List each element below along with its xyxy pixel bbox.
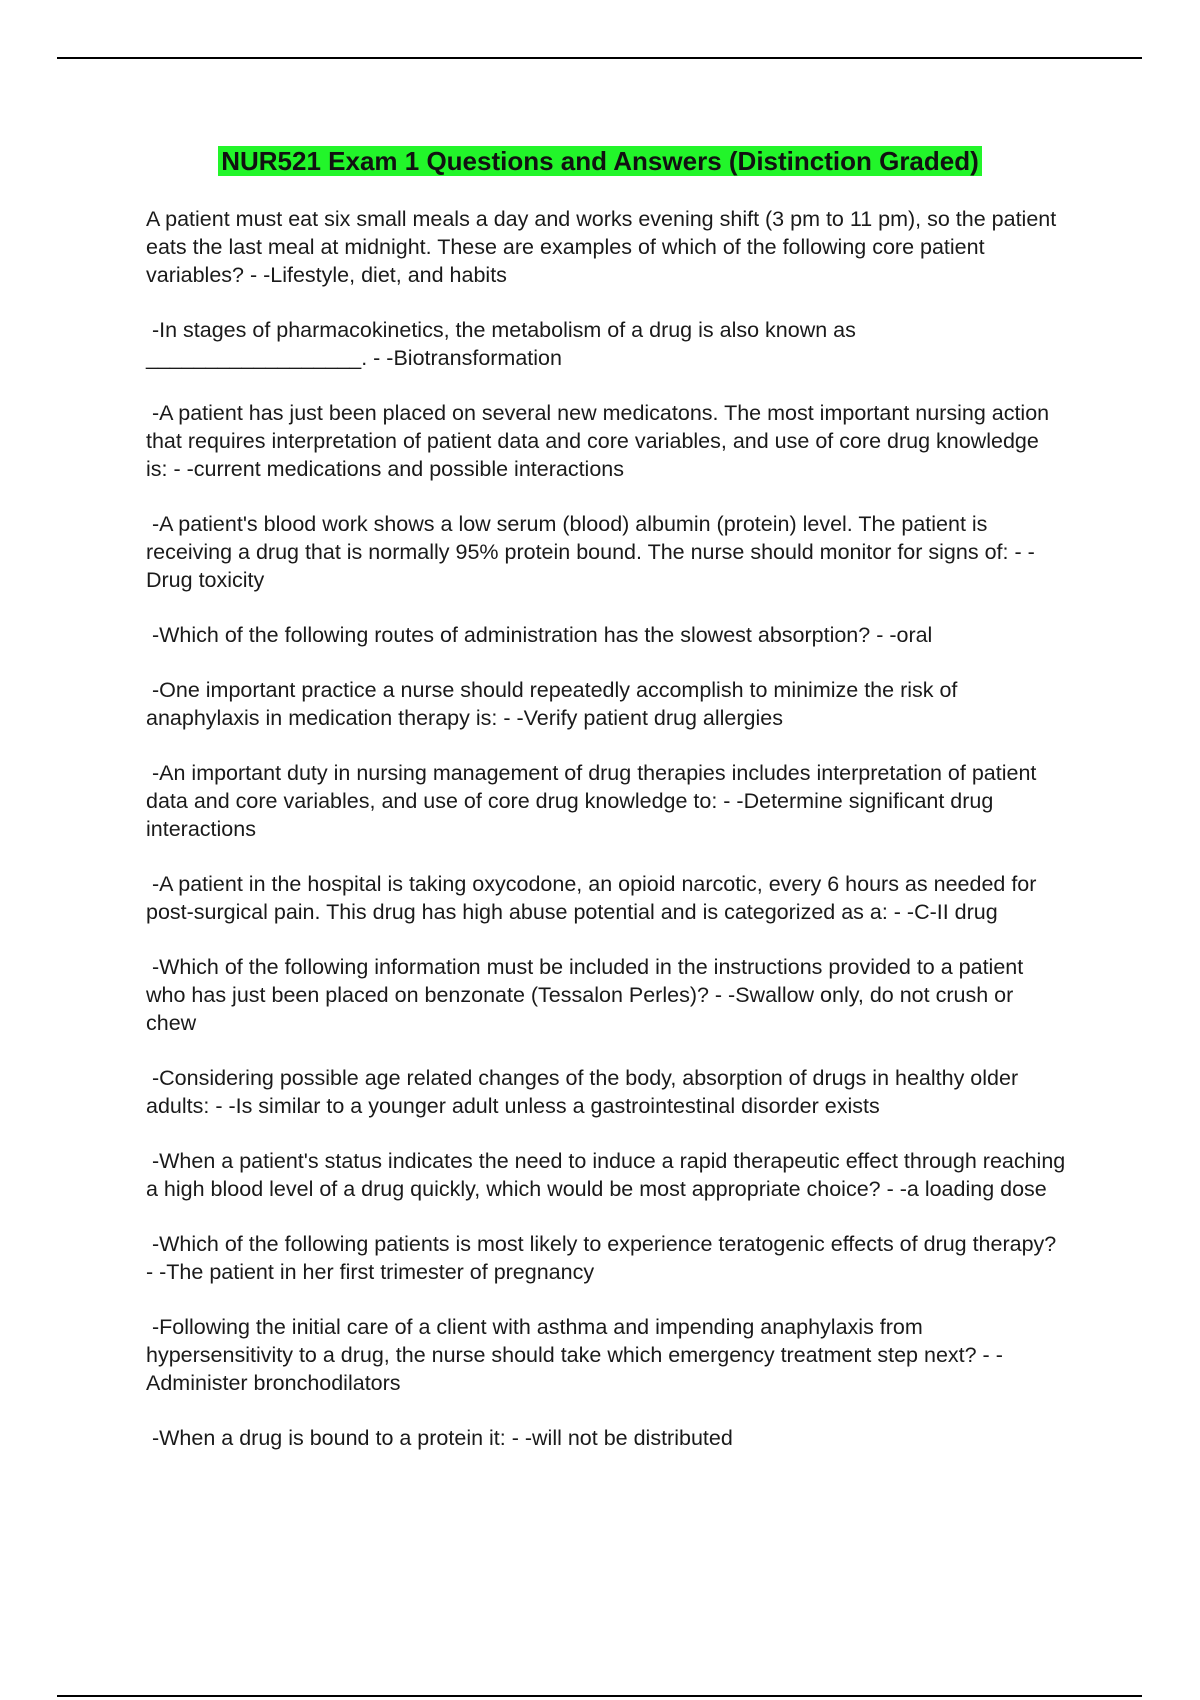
qa-item-7: -An important duty in nursing management of drug therapies includes interpretation of patient data and core variables, and use of core drug knowledge to: - -Determine significant drug interactions <box>146 761 1043 841</box>
qa-item-5: -Which of the following routes of administration has the slowest absorption? - -oral <box>146 623 933 647</box>
header-rule <box>57 57 1142 59</box>
qa-item-11: -When a patient's status indicates the need to induce a rapid therapeutic effect through reaching a high blood level of a drug quickly, which would be most appropriate choice? - -a loading dose <box>146 1149 1072 1201</box>
qa-item-2: -In stages of pharmacokinetics, the metabolism of a drug is also known as __________________. - -Biotransformation <box>146 318 862 370</box>
qa-item-12: -Which of the following patients is most likely to experience teratogenic effects of drug therapy? - -The patient in her first trimester of pregnancy <box>146 1232 1063 1284</box>
qa-item-1: A patient must eat six small meals a day and works evening shift (3 pm to 11 pm), so the patient eats the last meal at midnight. These are examples of which of the following core patient variables? - -Lifestyle, diet, and habits <box>146 207 1063 287</box>
qa-item-13: -Following the initial care of a client with asthma and impending anaphylaxis from hypersensitivity to a drug, the nurse should take which emergency treatment step next? - -Administer bronchodilators <box>146 1315 1003 1395</box>
page-title <box>0 146 1200 176</box>
page-title-text: NUR521 Exam 1 Questions and Answers (Distinction Graded) <box>218 146 982 176</box>
qa-item-14: -When a drug is bound to a protein it: - -will not be distributed <box>146 1426 733 1450</box>
qa-item-8: -A patient in the hospital is taking oxycodone, an opioid narcotic, every 6 hours as needed for post-surgical pain. This drug has high abuse potential and is categorized as a: - -C-II drug <box>146 872 1043 924</box>
footer-rule <box>57 1695 1142 1697</box>
qa-item-9: -Which of the following information must be included in the instructions provided to a patient who has just been placed on benzonate (Tessalon Perles)? - -Swallow only, do not crush or chew <box>146 955 1030 1035</box>
qa-item-3: -A patient has just been placed on several new medicatons. The most important nursing action that requires interpretation of patient data and core variables, and use of core drug knowledge is: - -current medications and possible interactions <box>146 401 1056 481</box>
qa-item-6: -One important practice a nurse should repeatedly accomplish to minimize the risk of anaphylaxis in medication therapy is: - -Verify patient drug allergies <box>146 678 964 730</box>
qa-item-4: -A patient's blood work shows a low serum (blood) albumin (protein) level. The patient is receiving a drug that is normally 95% protein bound. The nurse should monitor for signs of: - -Drug toxicity <box>146 512 1035 592</box>
qa-item-10: -Considering possible age related changes of the body, absorption of drugs in healthy older adults: - -Is similar to a younger adult unless a gastrointestinal disorder exists <box>146 1066 1025 1118</box>
qa-list <box>146 205 1072 1479</box>
